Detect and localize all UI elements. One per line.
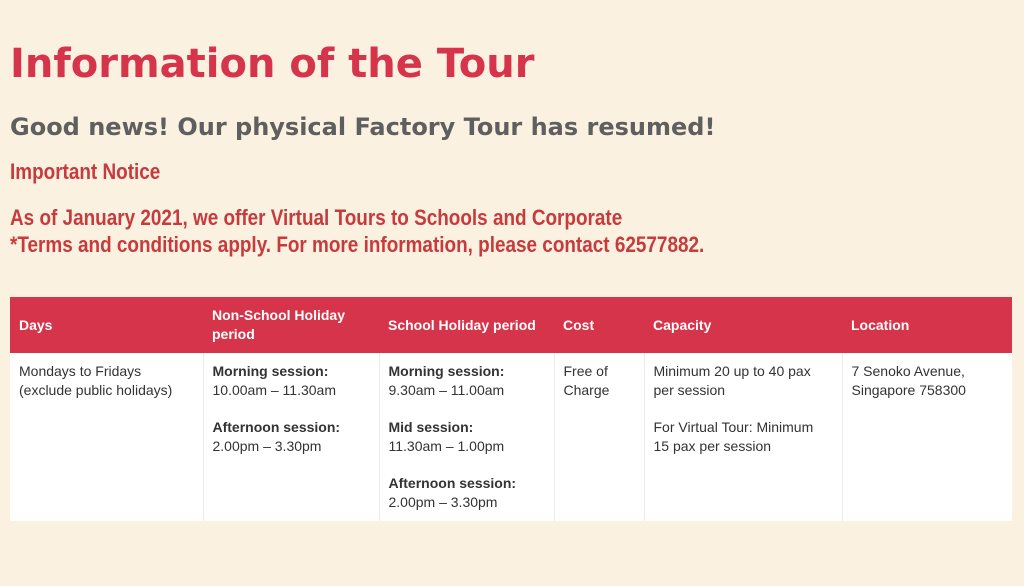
- header-school-holiday: School Holiday period: [379, 297, 554, 353]
- cell-school-holiday: [379, 353, 554, 521]
- session-time: 11.30am – 1.00pm: [388, 438, 505, 454]
- session: [213, 362, 370, 400]
- cell-non-school-holiday: [203, 353, 379, 521]
- notice-line-2: *Terms and conditions apply. For more information, please contact 62577882.: [10, 232, 705, 257]
- session: [389, 418, 545, 456]
- notice-line-1: As of January 2021, we offer Virtual Tours to Schools and Corporate: [10, 205, 623, 230]
- session: [213, 418, 370, 456]
- cell-capacity: [644, 353, 842, 521]
- session-label: Mid session:: [388, 419, 474, 435]
- session-time: 9.30am – 11.00am: [388, 382, 505, 398]
- header-capacity: Capacity: [644, 297, 842, 353]
- notice-heading: Important Notice: [10, 159, 161, 184]
- header-non-school-holiday: Non-School Holiday period: [203, 297, 379, 353]
- cell-cost: Free of Charge: [554, 353, 644, 521]
- capacity-text: For Virtual Tour: Minimum 15 pax per session: [653, 419, 814, 454]
- session-label: Morning session:: [212, 363, 329, 379]
- table-header-row: [10, 297, 1012, 353]
- session-time: 2.00pm – 3.30pm: [212, 438, 322, 454]
- session-time: 10.00am – 11.30am: [212, 382, 336, 398]
- session-time: 2.00pm – 3.30pm: [388, 494, 498, 510]
- header-days: Days: [10, 297, 203, 353]
- header-location: Location: [842, 297, 1012, 353]
- session: [389, 362, 545, 400]
- page-title: Information of the Tour: [10, 41, 535, 87]
- capacity-text: Minimum 20 up to 40 pax per session: [653, 363, 811, 398]
- cell-location: 7 Senoko Avenue, Singapore 758300: [842, 353, 1012, 521]
- notice-body: [10, 204, 704, 258]
- header-cost: Cost: [554, 297, 644, 353]
- session: [389, 474, 545, 512]
- table-row: [10, 353, 1012, 521]
- session-label: Afternoon session:: [388, 475, 517, 491]
- session-label: Morning session:: [388, 363, 505, 379]
- page-subtitle: Good news! Our physical Factory Tour has resumed!: [10, 113, 716, 141]
- cell-days: Mondays to Fridays (exclude public holidays): [10, 353, 203, 521]
- session-label: Afternoon session:: [212, 419, 341, 435]
- tour-info-table: [10, 297, 1012, 521]
